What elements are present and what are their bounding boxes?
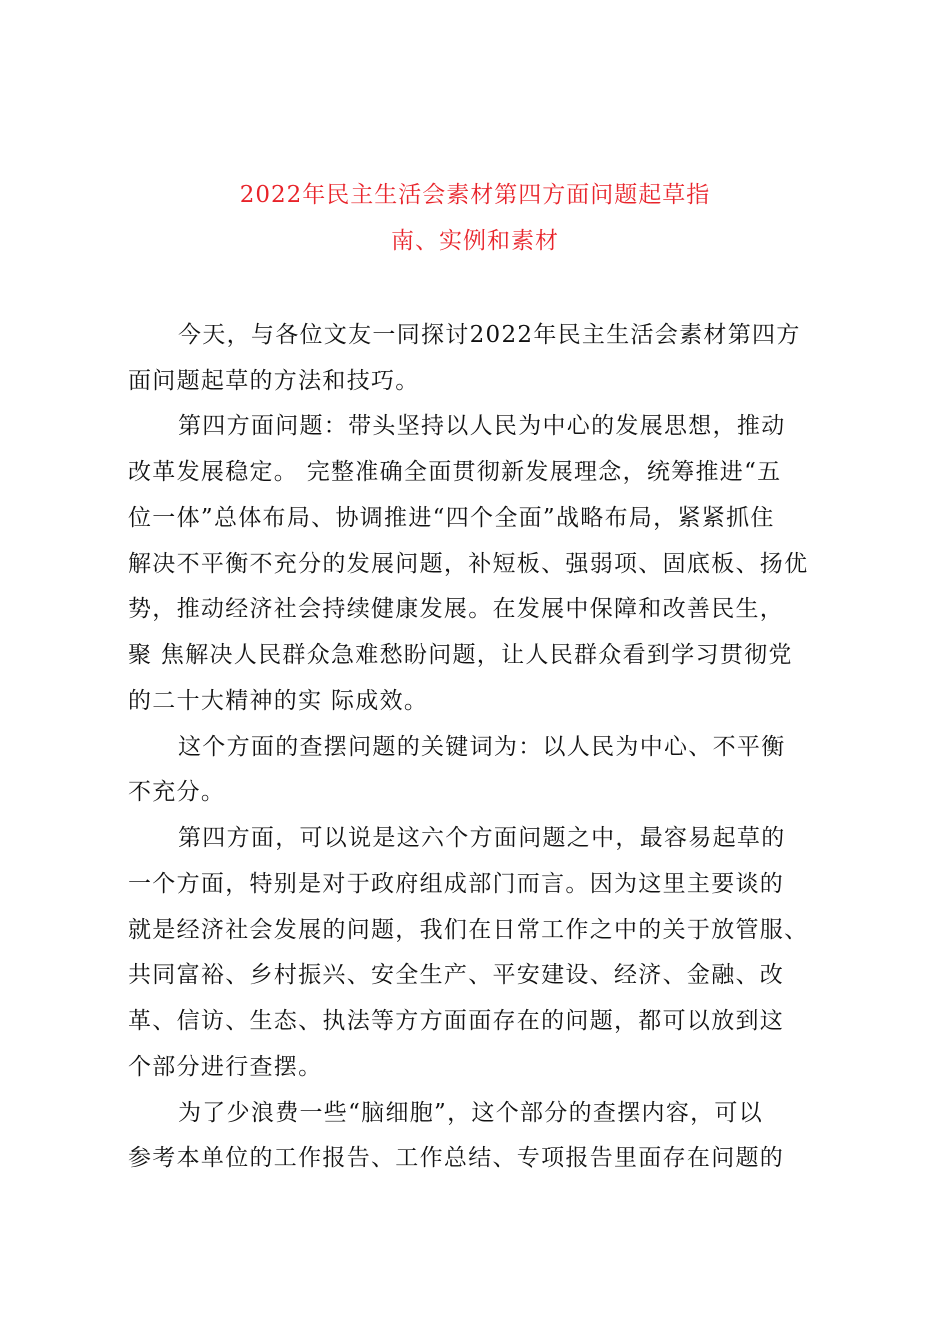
body-line: 革、信访、生态、执法等方方面面存在的问题，都可以放到这: [128, 1008, 785, 1034]
body-line: 第四方面，可以说是这六个方面问题之中，最容易起草的: [178, 825, 786, 851]
body-line: 共同富裕、乡村振兴、安全生产、平安建设、经济、金融、改: [128, 962, 785, 988]
body-line: 今天，与各位文友一同探讨2022年民主生活会素材第四方: [178, 322, 801, 348]
body-line: 改革发展稳定。 完整准确全面贯彻新发展理念，统筹推进“五: [128, 459, 782, 485]
body-line: 第四方面问题：带头坚持以人民为中心的发展思想，推动: [178, 413, 786, 439]
body-line: 一个方面，特别是对于政府组成部门而言。因为这里主要谈的: [128, 871, 785, 897]
body-line: 位一体”总体布局、协调推进“四个全面”战略布局，紧紧抓住: [128, 505, 775, 531]
body-line: 聚 焦解决人民群众急难愁盼问题，让人民群众看到学习贯彻党: [128, 642, 793, 668]
document-title-line-2: 南、实例和素材: [391, 228, 559, 254]
body-line: 个部分进行查摆。: [128, 1054, 323, 1080]
document-title-line-1: 2022年民主生活会素材第四方面问题起草指: [239, 182, 711, 208]
body-line: 为了少浪费一些“脑细胞”，这个部分的查摆内容，可以: [178, 1100, 764, 1126]
body-line: 的二十大精神的实 际成效。: [128, 688, 429, 714]
body-line: 就是经济社会发展的问题，我们在日常工作之中的关于放管服、: [128, 917, 809, 943]
body-line: 面问题起草的方法和技巧。: [128, 368, 420, 394]
body-line: 势，推动经济社会持续健康发展。在发展中保障和改善民生，: [128, 596, 785, 622]
body-line: 不充分。: [128, 779, 226, 805]
body-line: 解决不平衡不充分的发展问题，补短板、强弱项、固底板、扬优: [128, 551, 809, 577]
body-line: 参考本单位的工作报告、工作总结、专项报告里面存在问题的: [128, 1145, 785, 1171]
body-line: 这个方面的查摆问题的关键词为：以人民为中心、不平衡: [178, 734, 786, 760]
